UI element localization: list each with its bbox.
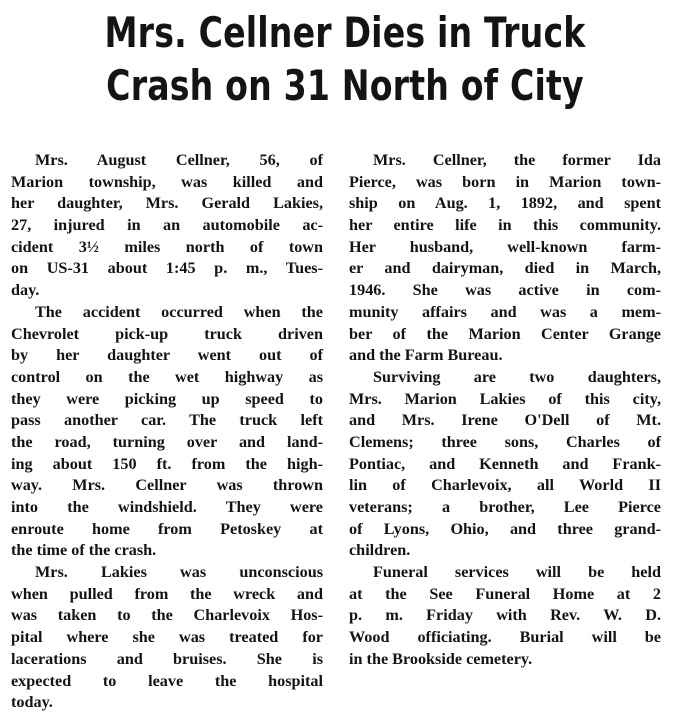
text-line: her entire life in this community.	[349, 216, 661, 235]
text-line: control on the wet highway as	[11, 367, 323, 386]
headline-line-2: Crash on 31 North of City	[106, 61, 584, 110]
text-line: 1946. She was active in com-	[349, 281, 661, 300]
text-line: Funeral services will be held	[373, 563, 661, 582]
text-line: lacerations and bruises. She is	[11, 649, 323, 668]
text-line: Pontiac, and Kenneth and Frank-	[349, 454, 661, 473]
text-line: ship on Aug. 1, 1892, and spent	[349, 194, 661, 213]
text-line: Chevrolet pick-up truck driven	[11, 324, 323, 343]
text-line: today.	[11, 693, 53, 712]
text-line: Mrs. Lakies was unconscious	[35, 563, 323, 582]
text-line: Surviving are two daughters,	[373, 367, 661, 386]
text-line: was taken to the Charlevoix Hos-	[11, 606, 323, 625]
text-line: Marion township, was killed and	[11, 172, 323, 191]
text-line: munity affairs and was a mem-	[349, 302, 661, 321]
text-line: ing about 150 ft. from the high-	[11, 454, 323, 473]
text-line: Wood officiating. Burial will be	[349, 628, 661, 647]
text-line: Mrs. Marion Lakies of this city,	[349, 389, 661, 408]
headline-line-1: Mrs. Cellner Dies in Truck	[104, 8, 586, 57]
text-line: The accident occurred when the	[35, 302, 323, 321]
text-line: and the Farm Bureau.	[349, 346, 503, 365]
text-line: the time of the crash.	[11, 541, 157, 560]
text-line: veterans; a brother, Lee Pierce	[349, 498, 661, 516]
text-line: children.	[349, 541, 411, 560]
text-line: ber of the Marion Center Grange	[349, 324, 661, 343]
text-line: p. m. Friday with Rev. W. D.	[349, 606, 661, 625]
text-line: 27, injured in an automobile ac-	[11, 216, 323, 235]
text-line: expected to leave the hospital	[11, 671, 323, 690]
text-line: way. Mrs. Cellner was thrown	[11, 476, 323, 495]
text-line: of Lyons, Ohio, and three grand-	[349, 519, 661, 538]
article-headline	[72, 6, 617, 112]
text-line: they were picking up speed to	[11, 389, 323, 408]
text-line: her daughter, Mrs. Gerald Lakies,	[11, 194, 323, 213]
text-line: in the Brookside cemetery.	[349, 649, 533, 668]
text-line: when pulled from the wreck and	[11, 584, 323, 603]
text-line: pital where she was treated for	[11, 628, 323, 647]
text-line: and Mrs. Irene O'Dell of Mt.	[349, 411, 661, 430]
text-line: by her daughter went out of	[11, 346, 323, 365]
text-line: enroute home from Petoskey at	[11, 519, 323, 538]
text-line: the road, turning over and land-	[11, 432, 323, 451]
article-column-right	[349, 150, 661, 671]
text-line: cident 3½ miles north of town	[11, 237, 323, 256]
text-line: Mrs. August Cellner, 56, of	[35, 151, 323, 169]
text-line: lin of Charlevoix, all World II	[349, 476, 661, 495]
text-line: into the windshield. They were	[11, 498, 323, 516]
text-line: Pierce, was born in Marion town-	[349, 172, 661, 191]
text-line: Clemens; three sons, Charles of	[349, 432, 661, 451]
text-line: Her husband, well-known farm-	[349, 237, 661, 256]
article-column-left	[11, 150, 323, 714]
text-line: pass another car. The truck left	[11, 411, 323, 430]
text-line: Mrs. Cellner, the former Ida	[373, 151, 661, 169]
text-line: day.	[11, 281, 40, 300]
text-line: on US-31 about 1:45 p. m., Tues-	[11, 259, 323, 278]
text-line: at the See Funeral Home at 2	[349, 584, 661, 603]
text-line: er and dairyman, died in March,	[349, 259, 661, 278]
